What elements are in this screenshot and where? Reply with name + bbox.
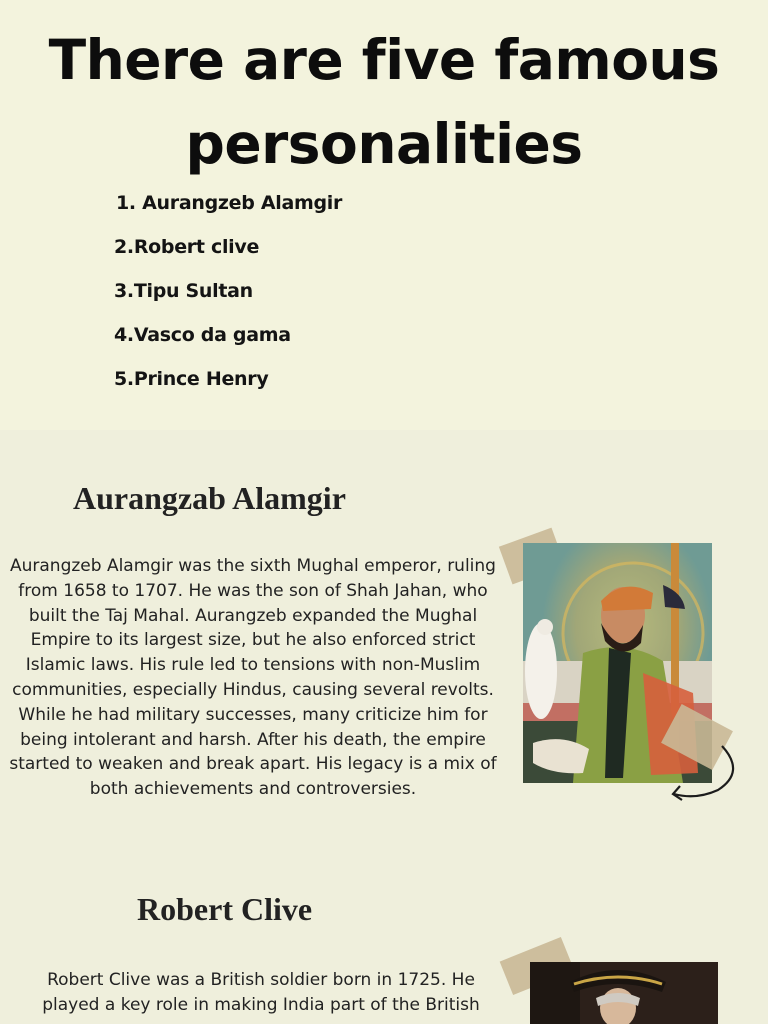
curved-arrow-icon (666, 742, 741, 802)
list-item: 3.Tipu Sultan (114, 280, 253, 302)
list-item: 5.Prince Henry (114, 368, 269, 390)
list-item: 2.Robert clive (114, 236, 260, 258)
robert-clive-photo-frame (498, 940, 728, 1024)
biography-section (0, 430, 768, 1024)
section-heading-robert-clive: Robert Clive (137, 891, 313, 927)
robert-clive-portrait-image (530, 962, 718, 1024)
section-text-aurangzeb: Aurangzeb Alamgir was the sixth Mughal emperor, ruling from 1658 to 1707. He was the son of Shah Jahan, who built the Taj Mahal. Aurangzeb expanded the Mughal Empire to its largest size, but he also enforced strict Islamic laws. His rule led to tensions with non-Muslim communities, especially Hindus, causing several revolts. While he had military successes, many criticize him for being intolerant and harsh. After his death, the empire started to weaken and break apart. His legacy is a mix of both achievements and controversies. (9, 556, 497, 800)
intro-section (0, 0, 768, 430)
section-heading-aurangzeb: Aurangzab Alamgir (73, 480, 346, 516)
personality-list (114, 186, 342, 406)
list-item: 1. Aurangzeb Alamgir (116, 192, 343, 214)
list-item: 4.Vasco da gama (114, 324, 291, 346)
aurangzeb-photo-frame (498, 530, 743, 815)
section-text-robert-clive: Robert Clive was a British soldier born in 1725. He played a key role in making India part of the British (42, 970, 480, 1015)
page-title: There are five famous personalities (48, 28, 720, 176)
